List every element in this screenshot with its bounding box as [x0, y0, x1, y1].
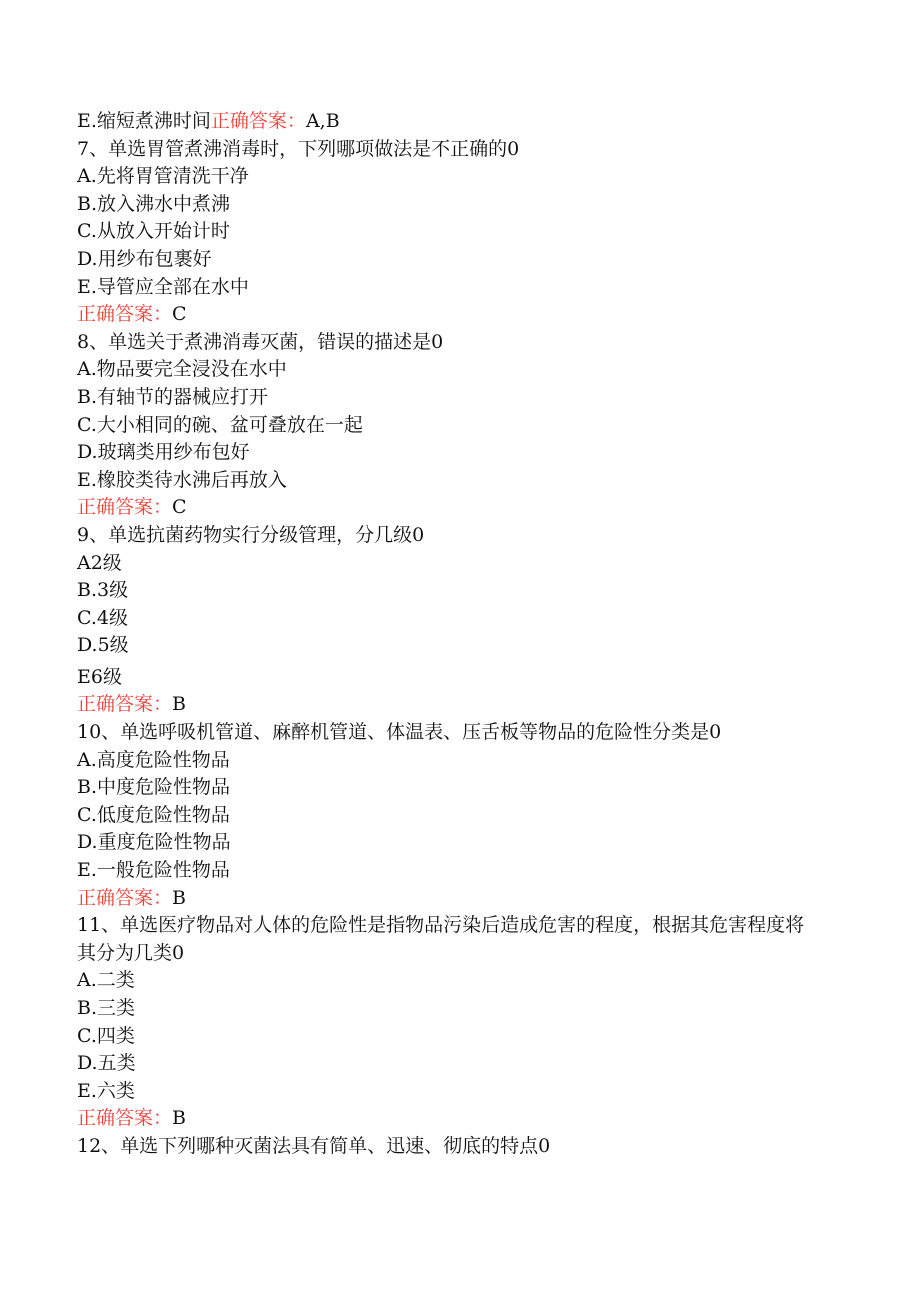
q9-option-b: B.3级	[77, 579, 129, 602]
question-9: 9、单选抗菌药物实行分级管理，分几级0	[77, 523, 425, 546]
answer-label: 正确答案：	[77, 496, 173, 519]
q7-option-a: A.先将胃管清洗干净	[77, 165, 249, 188]
q11-option-c: C.四类	[77, 1024, 135, 1047]
q7-option-e: E.导管应全部在水中	[77, 275, 249, 298]
q8-option-e: E.橡胶类待水沸后再放入	[77, 468, 287, 491]
q8-answer	[77, 494, 857, 522]
answer-value: B	[172, 1107, 186, 1130]
question-8: 8、单选关于煮沸消毒灭菌，错误的描述是0	[77, 330, 444, 353]
q7-answer	[77, 301, 857, 329]
answer-value: B	[172, 886, 186, 909]
q10-option-d: D.重度危险性物品	[77, 831, 231, 854]
question-12: 12、单选下列哪种灭菌法具有简单、迅速、彻底的特点0	[77, 1134, 551, 1157]
q8-option-c: C.大小相同的碗、盆可叠放在一起	[77, 413, 363, 436]
q8-option-a: A.物品要完全浸没在水中	[77, 358, 287, 381]
q10-option-a: A.高度危险性物品	[77, 748, 230, 771]
q11-option-d: D.五类	[77, 1052, 136, 1075]
q7-option-b: B.放入沸水中煮沸	[77, 192, 231, 215]
q7-option-d: D.用纱布包裹好	[77, 247, 212, 270]
answer-value: C	[172, 496, 187, 519]
answer-value: B	[172, 693, 186, 716]
document-page	[77, 108, 857, 1161]
q11-option-e: E.六类	[77, 1079, 135, 1102]
q7-option-c: C.从放入开始计时	[77, 220, 230, 243]
q10-answer	[77, 885, 857, 913]
q11-answer	[77, 1105, 857, 1133]
answer-label: 正确答案：	[77, 1107, 173, 1130]
question-7: 7、单选胃管煮沸消毒时，下列哪项做法是不正确的0	[77, 137, 520, 160]
answer-label: 正确答案：	[77, 303, 173, 326]
answer-label: 正确答案：	[77, 693, 173, 716]
q10-option-b: B.中度危险性物品	[77, 776, 231, 799]
question-11: 11、单选医疗物品对人体的危险性是指物品污染后造成危害的程度，根据其危害程度将其分为几类0	[77, 914, 805, 964]
q11-option-a: A.二类	[77, 969, 135, 992]
answer-value: A,B	[305, 110, 340, 132]
q8-option-d: D.玻璃类用纱布包好	[77, 441, 250, 464]
q10-option-e: E.一般危险性物品	[77, 859, 230, 882]
q9-option-c: C.4级	[77, 606, 128, 629]
q9-option-a: A2级	[77, 551, 122, 574]
q9-option-d: D.5级	[77, 634, 129, 657]
q11-option-b: B.三类	[77, 997, 136, 1019]
answer-label: 正确答案：	[77, 886, 173, 909]
q9-option-e: E6级	[77, 665, 122, 688]
question-10: 10、单选呼吸机管道、麻醉机管道、体温表、压舌板等物品的危险性分类是0	[77, 721, 722, 744]
q6-option-e-line	[77, 108, 857, 136]
answer-label: 正确答案：	[210, 110, 306, 132]
q10-option-c: C.低度危险性物品	[77, 803, 230, 826]
answer-value: C	[172, 303, 187, 326]
q9-answer	[77, 691, 857, 719]
option-text: E.缩短煮沸时间	[77, 110, 211, 132]
q8-option-b: B.有轴节的器械应打开	[77, 385, 269, 408]
